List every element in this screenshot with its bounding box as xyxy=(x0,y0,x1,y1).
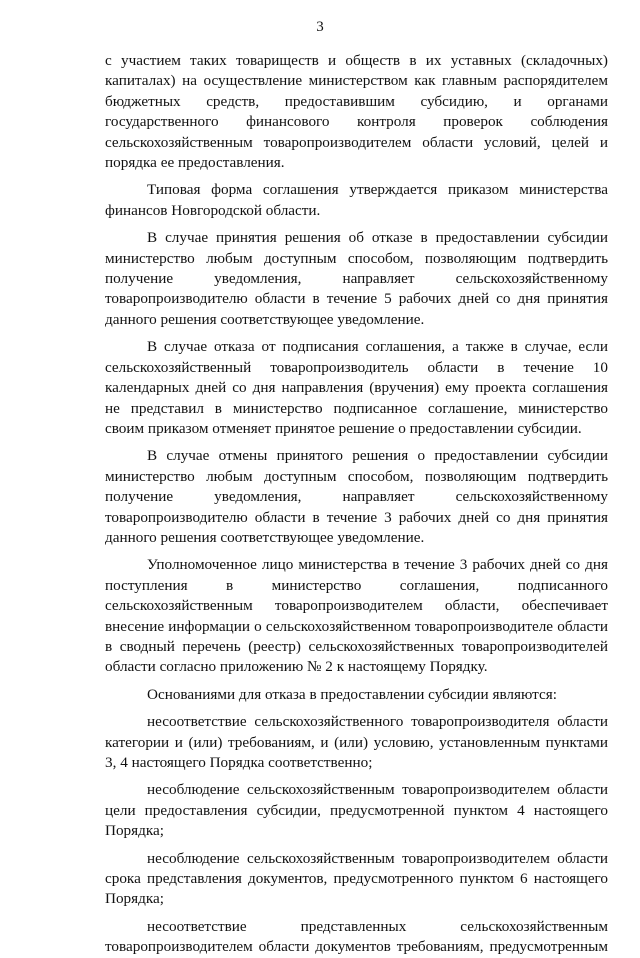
paragraph-1: с участием таких товариществ и обществ в их уставных (складочных) капиталах) на осуществление министерством как главным распорядителем бюджетных средств, предоставившим субсидию, и органами государственного финансового контроля проверок соблюдения сельскохозяйственным товаропроизводителем области условий, целей и порядка ее предоставления. xyxy=(105,52,608,172)
paragraph-10: несоблюдение сельскохозяйственным товаропроизводителем области срока представления документов, предусмотренного пунктом 6 настоящего Порядка; xyxy=(105,849,608,908)
paragraph-4: В случае отказа от подписания соглашения, а также в случае, если сельскохозяйственный товаропроизводитель области в течение 10 календарных дней со дня направления (вручения) ему проекта соглашения не представил в министерство подписанное соглашение, министерство своим приказом отменяет принятое решение о предоставлении субсидии. xyxy=(105,338,608,437)
paragraph-5: В случае отмены принятого решения о предоставлении субсидии министерство любым доступным способом, позволяющим подтвердить получение уведомления, направляет сельскохозяйственному товаропроизводителю области в течение 3 рабочих дней со дня принятия данного решения соответствующее уведомление. xyxy=(105,447,608,546)
paragraph-2: Типовая форма соглашения утверждается приказом министерства финансов Новгородской области. xyxy=(105,181,608,219)
paragraph-3: В случае принятия решения об отказе в предоставлении субсидии министерство любым доступным способом, позволяющим подтвердить получение уведомления, направляет сельскохозяйственному товаропроизводителю области в течение 5 рабочих дней со дня принятия данного решения соответствующее уведомление. xyxy=(105,229,608,328)
document-body xyxy=(105,51,608,958)
paragraph-8: несоответствие сельскохозяйственного товаропроизводителя области категории и (или) требованиям, и (или) условию, установленным пунктами 3, 4 настоящего Порядка соответственно; xyxy=(105,713,608,771)
paragraph-11: несоответствие представленных сельскохозяйственным товаропроизводителем области документов требованиям, предусмотренным xyxy=(105,917,608,956)
paragraph-6: Уполномоченное лицо министерства в течение 3 рабочих дней со дня поступления в министерство соглашения, подписанного сельскохозяйственным товаропроизводителем области, обеспечивает внесение информации о сельскохозяйственном товаропроизводителе области в сводный перечень (реестр) сельскохозяйственных товаропроизводителей области согласно приложению № 2 к настоящему Порядку. xyxy=(105,556,608,676)
paragraph-9: несоблюдение сельскохозяйственным товаропроизводителем области цели предоставления субсидии, предусмотренной пунктом 4 настоящего Порядка; xyxy=(105,781,608,840)
paragraph-7: Основаниями для отказа в предоставлении субсидии являются: xyxy=(147,685,557,703)
page-number: 3 xyxy=(316,19,324,35)
